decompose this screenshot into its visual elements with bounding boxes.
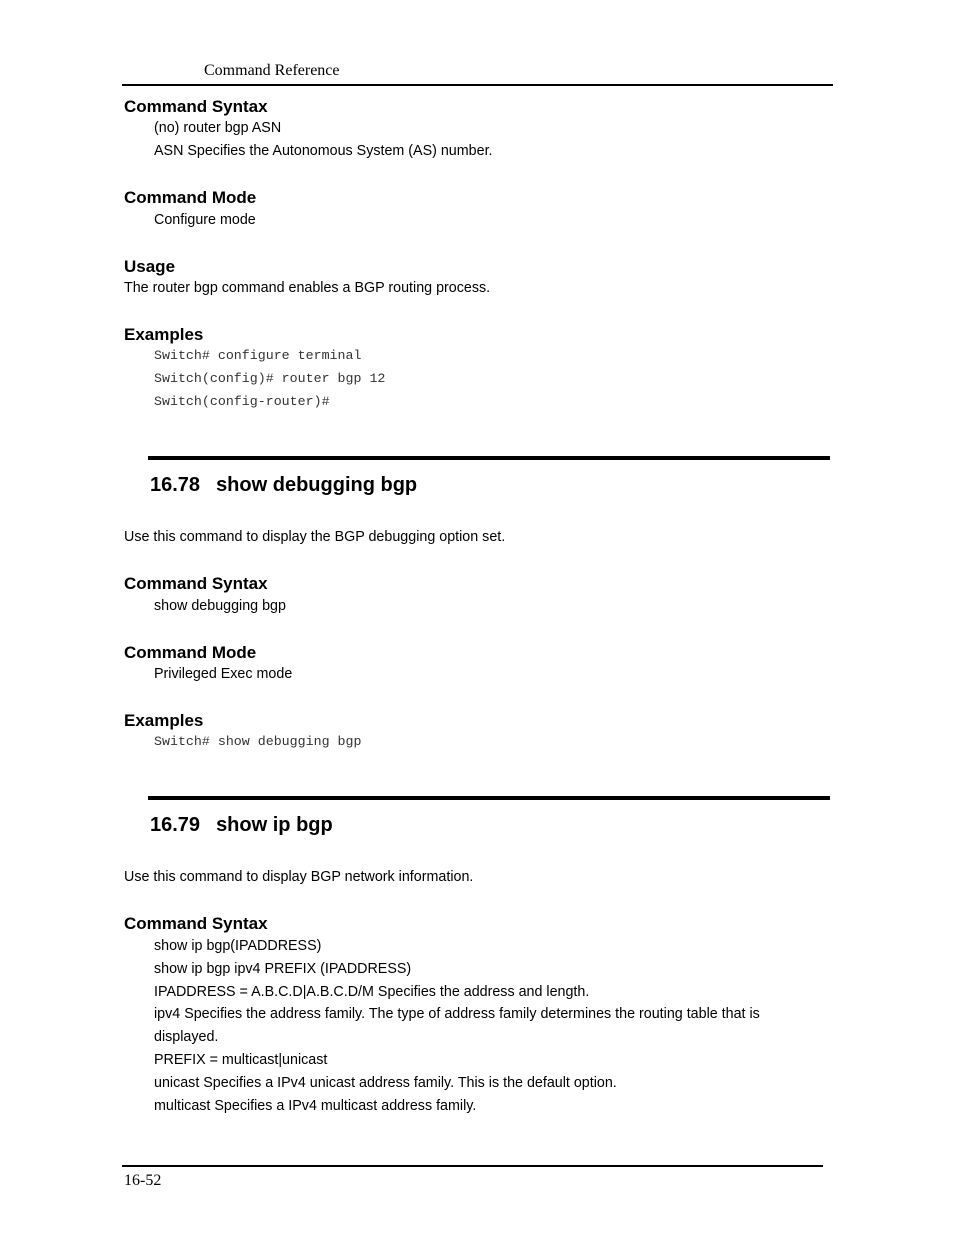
footer-rule: [122, 1165, 823, 1167]
header-rule: [122, 84, 833, 86]
syntax-line: ASN Specifies the Autonomous System (AS) number.: [154, 143, 493, 159]
examples-heading: Examples: [124, 711, 204, 730]
usage-text: The router bgp command enables a BGP routing process.: [124, 280, 491, 296]
syntax-line: show ip bgp ipv4 PREFIX (IPADDRESS): [154, 961, 412, 977]
section-title: show debugging bgp: [216, 474, 418, 496]
syntax-line: IPADDRESS = A.B.C.D|A.B.C.D/M Specifies the address and length.: [154, 984, 590, 1000]
mode-text: Privileged Exec mode: [154, 666, 293, 682]
syntax-line: show debugging bgp: [154, 598, 286, 614]
syntax-line: unicast Specifies a IPv4 unicast address family. This is the default option.: [154, 1075, 617, 1091]
syntax-heading: Command Syntax: [124, 574, 268, 593]
mode-heading: Command Mode: [124, 643, 257, 662]
syntax-heading: Command Syntax: [124, 97, 268, 116]
syntax-line: multicast Specifies a IPv4 multicast address family.: [154, 1098, 477, 1114]
section-rule: [148, 796, 830, 800]
syntax-line: (no) router bgp ASN: [154, 120, 282, 136]
mode-heading: Command Mode: [124, 188, 257, 207]
code-line: Switch# configure terminal: [154, 348, 362, 363]
usage-heading: Usage: [124, 257, 176, 276]
section-intro: Use this command to display BGP network information.: [124, 869, 474, 885]
section-heading-79: [150, 814, 333, 837]
syntax-line: displayed.: [154, 1029, 219, 1045]
code-line: Switch(config-router)#: [154, 394, 330, 409]
code-line: Switch# show debugging bgp: [154, 734, 362, 749]
examples-heading: Examples: [124, 325, 204, 344]
section-number: 16.79: [150, 814, 201, 836]
page-number: 16-52: [124, 1172, 162, 1189]
section-heading-78: [150, 474, 417, 497]
syntax-line: PREFIX = multicast|unicast: [154, 1052, 328, 1068]
section-title: show ip bgp: [216, 814, 333, 836]
syntax-heading: Command Syntax: [124, 914, 268, 933]
mode-text: Configure mode: [154, 212, 256, 228]
section-intro: Use this command to display the BGP debugging option set.: [124, 529, 506, 545]
running-header: Command Reference: [204, 62, 340, 79]
section-rule: [148, 456, 830, 460]
syntax-line: ipv4 Specifies the address family. The type of address family determines the routing table that is: [154, 1006, 760, 1022]
section-number: 16.78: [150, 474, 201, 496]
syntax-line: show ip bgp(IPADDRESS): [154, 938, 322, 954]
code-line: Switch(config)# router bgp 12: [154, 371, 386, 386]
